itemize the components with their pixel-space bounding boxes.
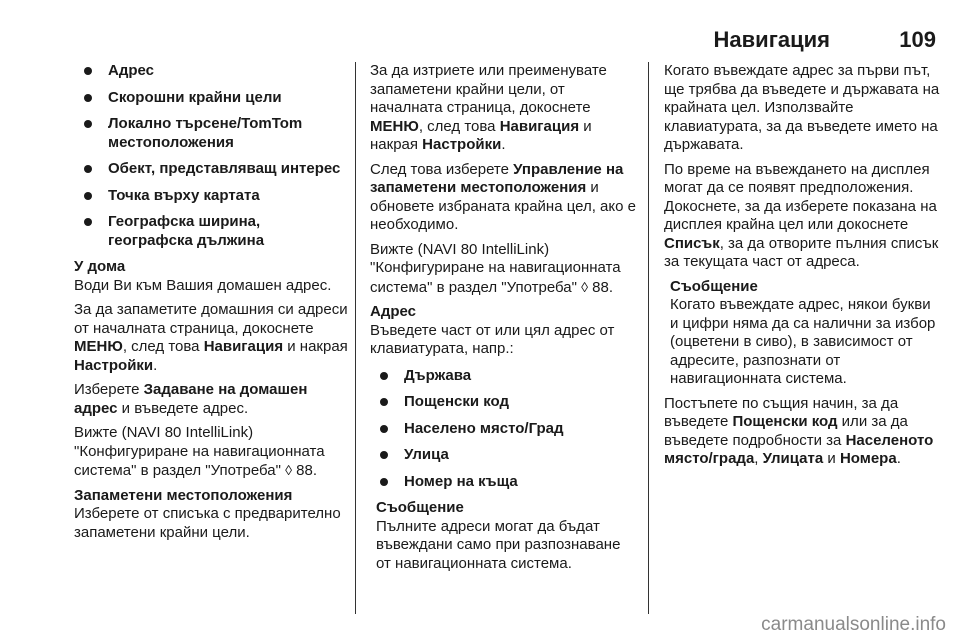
list-item: Адрес: [74, 62, 348, 81]
list-item: Точка върху картата: [74, 187, 348, 206]
page-reference-icon: ◊: [581, 278, 588, 295]
column-1: [74, 62, 348, 548]
section-heading-saved: Запаметени местоположения: [74, 486, 293, 504]
paragraph: Вижте (NAVI 80 IntelliLink) "Конфигуриране на навигационната система" в раздел "Употреба" ◊ 88.: [74, 424, 325, 479]
note-box: [670, 278, 940, 389]
column-3: [664, 62, 940, 475]
bullet-icon: [84, 218, 92, 226]
paragraph: Вижте (NAVI 80 IntelliLink) "Конфигуриране на навигационната система" в раздел "Употреба" ◊ 88.: [370, 240, 621, 296]
list-item: Населено място/Град: [370, 420, 638, 439]
paragraph: Постъпете по същия начин, за да въведете Пощенски код или за да въведете подробности за Населеното място/града, Улицата и Номера.: [664, 394, 934, 467]
note-title: Съобщение: [376, 499, 464, 516]
page-number: 109: [899, 27, 936, 52]
page-header: [0, 0, 960, 56]
bullet-icon: [380, 478, 388, 486]
section-heading-home: У дома: [74, 258, 126, 275]
list-item: Географска ширина, географска дължина: [74, 213, 348, 250]
list-item: Номер на къща: [370, 473, 638, 492]
paragraph: За да изтриете или преименувате запаметени крайни цели, от началната страница, докоснете МЕНЮ, след това Навигация и накрая Настройки.: [370, 62, 607, 153]
list-item: Скорошни крайни цели: [74, 89, 348, 108]
page-title: Навигация: [713, 27, 830, 52]
paragraph: Изберете Задаване на домашен адрес и въведете адрес.: [74, 381, 308, 417]
bullet-icon: [380, 398, 388, 406]
list-item: Улица: [370, 446, 638, 465]
paragraph: По време на въвеждането на дисплея могат да се появят предположения. Докоснете, за да изберете показана на дисплея крайна цел или докоснете Списък, за да отворите пълния списък за текущата част от адреса.: [664, 160, 939, 270]
address-fields-list: [370, 367, 638, 492]
bullet-icon: [380, 425, 388, 433]
paragraph: За да запаметите домашния си адреси от началната страница, докоснете МЕНЮ, след това Навигация и накрая Настройки.: [74, 301, 348, 374]
page-reference-icon: ◊: [285, 462, 292, 478]
section-heading-address: Адрес: [370, 303, 417, 320]
list-item: Обект, представляващ интерес: [74, 160, 348, 179]
paragraph: Изберете от списъка с предварително запаметени крайни цели.: [74, 505, 341, 541]
watermark: carmanualsonline.info: [761, 614, 946, 635]
note-title: Съобщение: [670, 277, 758, 295]
paragraph: Води Ви към Вашия домашен адрес.: [74, 276, 332, 294]
destination-options-list: [74, 62, 348, 250]
list-item: Пощенски код: [370, 393, 638, 412]
bullet-icon: [84, 192, 92, 200]
list-item: Локално търсене/TomTom местоположения: [74, 115, 348, 152]
bullet-icon: [380, 372, 388, 380]
paragraph: След това изберете Управление на запаметени местоположения и обновете избраната крайна цел, ако е необходимо.: [370, 160, 636, 233]
list-item: Държава: [370, 367, 638, 386]
column-divider-2: [648, 62, 649, 614]
bullet-icon: [380, 451, 388, 459]
column-divider-1: [355, 62, 356, 614]
paragraph: Въведете част от или цял адрес от клавиатурата, напр.:: [370, 321, 615, 357]
bullet-icon: [84, 94, 92, 102]
paragraph: Когато въвеждате адрес за първи път, ще трябва да въведете и държавата на крайната цел. Използвайте клавиатурата, за да въведете името на държавата.: [664, 62, 940, 153]
bullet-icon: [84, 67, 92, 75]
note-text: Пълните адреси могат да бъдат въвеждани само при разпознаване от навигационната система.: [376, 517, 621, 572]
bullet-icon: [84, 165, 92, 173]
note-box: [376, 499, 638, 573]
bullet-icon: [84, 120, 92, 128]
note-text: Когато въвеждате адрес, някои букви и цифри няма да са налични за избор (оцветени в сиво), в зависимост от адресите, разпознати от навигационната система.: [670, 296, 936, 387]
column-2: [370, 62, 638, 579]
